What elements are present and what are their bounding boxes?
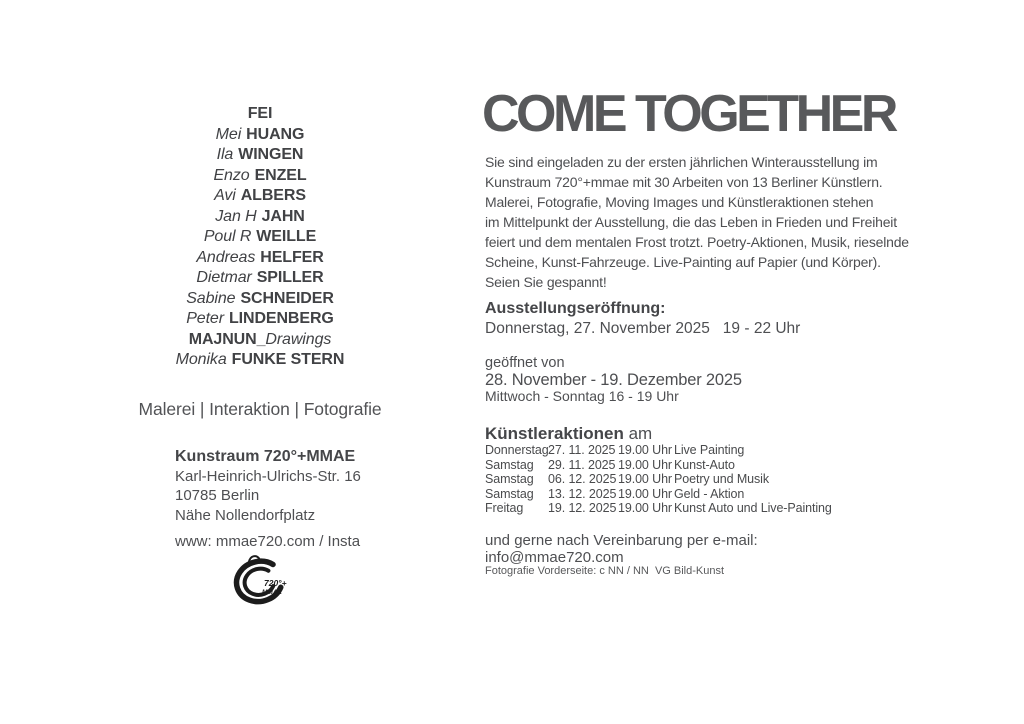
artist-name (100, 289, 420, 310)
artist-last-name: LINDENBERG (228, 310, 334, 327)
logo-720-mmae (227, 553, 291, 620)
artist-first-name: Enzo (213, 166, 250, 184)
artist-last-name: FEI (247, 105, 273, 122)
artist-first-name: Poul R (203, 228, 252, 245)
event-row (485, 458, 965, 473)
artist-last-name: SCHNEIDER (240, 289, 334, 307)
event-day: Samstag (485, 486, 534, 501)
events-table (485, 443, 965, 516)
venue-street: Karl-Heinrich-Ulrichs-Str. 16 (175, 468, 361, 485)
artist-first-name: Avi (214, 187, 236, 204)
artist-last-name: Drawings (265, 330, 332, 348)
artist-last-name: ALBERS (240, 187, 306, 204)
artist-first-name: Peter (186, 310, 224, 327)
event-date: 19. 12. 2025 (548, 501, 617, 515)
venue-city: 10785 Berlin (175, 487, 260, 505)
intro-paragraph: Sie sind eingeladen zu der ersten jährlichen Winterausstellung im Kunstraum 720°+mmae mit 30 Arbeiten von 13 Berliner Künstlern. Malerei, Fotografie, Moving Images und Künstleraktionen stehen im Mittelpunkt der Ausstellung, die das Leben in Frieden und Freiheit feiert und dem mentalen Frost trotzt. Poetry-Aktionen, Musik, rieselnde Scheine, Kunst-Fahrzeuge. Live-Painting auf Papier (und Körper). Seien Sie gespannt! (485, 154, 909, 290)
contact-intro-line: und gerne nach Vereinbarung per e-mail: (485, 532, 758, 549)
artist-last-name: WEILLE (256, 228, 317, 245)
artist-last-name: FUNKE STERN (231, 351, 345, 368)
artist-name (100, 125, 420, 146)
event-date: 13. 12. 2025 (548, 486, 617, 501)
artist-last-name: HELFER (260, 248, 324, 266)
page-title: COME TOGETHER (482, 85, 895, 143)
logo-text-720: 720°+ (264, 578, 287, 588)
photo-credit-line: Fotografie Vorderseite: c NN / NN VG Bild-Kunst (485, 565, 725, 577)
event-name: Kunst Auto und Live-Painting (674, 501, 832, 515)
event-day: Samstag (485, 457, 534, 472)
artist-last-name: JAHN (261, 207, 305, 225)
events-heading (485, 424, 652, 444)
artist-first-name: Jan H (215, 207, 257, 225)
venue-landmark: Nähe Nollendorfplatz (175, 506, 316, 524)
artist-last-name: HUANG (246, 125, 305, 143)
artist-name (100, 207, 420, 228)
event-date: 06. 12. 2025 (548, 472, 617, 486)
artist-name (100, 145, 420, 166)
event-time: 19.00 Uhr (618, 443, 672, 457)
events-heading-bold: Künstleraktionen (485, 424, 624, 443)
artist-first-name: Andreas (196, 248, 256, 266)
media-tagline: Malerei | Interaktion | Fotografie (138, 399, 382, 419)
event-row (485, 443, 965, 458)
events-heading-rest: am (623, 424, 653, 443)
artist-first-name: Ila (216, 146, 234, 163)
event-row (485, 487, 965, 502)
website-line: www: mmae720.com / Insta (175, 533, 361, 550)
artist-first-name: MAJNUN_ (188, 330, 266, 348)
opening-section (485, 299, 800, 338)
artist-name (100, 166, 420, 187)
artist-first-name: Monika (175, 351, 227, 368)
event-date: 29. 11. 2025 (548, 457, 616, 472)
hours-date-range: 28. November - 19. Dezember 2025 (485, 371, 742, 389)
event-day: Freitag (485, 501, 524, 515)
artist-last-name: ENZEL (254, 166, 307, 184)
artist-first-name: Sabine (186, 289, 236, 307)
artist-name-majnun (100, 330, 420, 351)
event-day: Donnerstag (485, 443, 549, 457)
event-day: Samstag (485, 472, 534, 486)
artist-name (100, 309, 420, 330)
event-time: 19.00 Uhr (618, 457, 672, 472)
hours-intro-line: geöffnet von (485, 355, 565, 371)
event-name: Live Painting (674, 443, 745, 457)
artist-name (100, 186, 420, 207)
event-row (485, 501, 965, 516)
event-time: 19.00 Uhr (618, 472, 672, 486)
hours-weekdays: Mittwoch - Sonntag 16 - 19 Uhr (485, 388, 679, 404)
artist-last-name: WINGEN (238, 146, 304, 163)
artist-name (100, 268, 420, 289)
artist-list (100, 104, 420, 371)
venue-name: Kunstraum 720°+MMAE (175, 448, 356, 465)
event-time: 19.00 Uhr (618, 501, 672, 515)
artist-name (100, 248, 420, 269)
contact-email: info@mmae720.com (485, 549, 624, 566)
artist-first-name: Dietmar (196, 269, 252, 286)
opening-date-line: Donnerstag, 27. November 2025 19 - 22 Uhr (485, 319, 801, 337)
artist-last-name: SPILLER (256, 269, 324, 286)
event-name: Geld - Aktion (674, 486, 745, 501)
artist-name (100, 227, 420, 248)
logo-swirl-icon (227, 553, 291, 615)
event-date: 27. 11. 2025 (548, 443, 616, 457)
artist-name (100, 104, 420, 125)
artist-first-name: Mei (215, 125, 242, 143)
event-row (485, 472, 965, 487)
event-name: Kunst-Auto (674, 457, 735, 472)
logo-text-mmae: MMAE (262, 589, 282, 596)
artist-name (100, 350, 420, 371)
opening-heading: Ausstellungseröffnung: (485, 300, 666, 317)
venue-address-block (175, 447, 361, 525)
event-name: Poetry und Musik (674, 472, 769, 486)
event-time: 19.00 Uhr (618, 486, 672, 501)
